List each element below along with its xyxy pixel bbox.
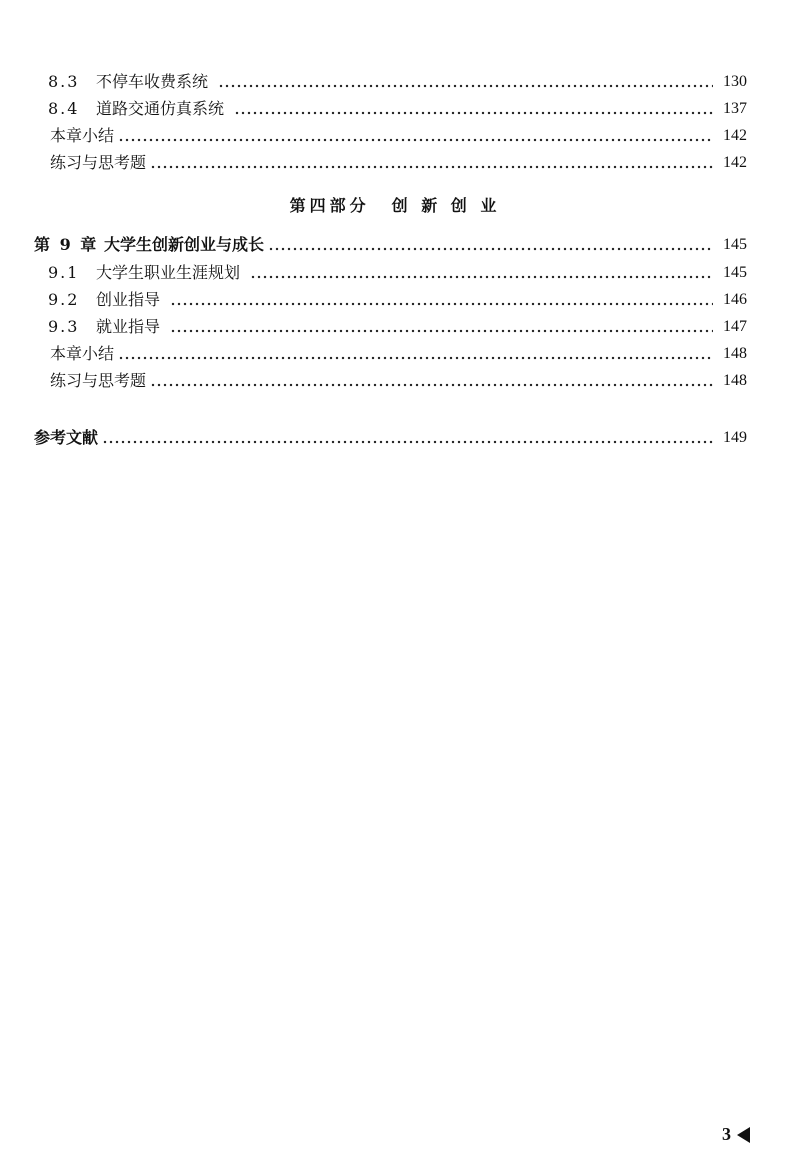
references-page: 149 — [723, 429, 747, 446]
toc-entry-title: 练习与思考题 — [50, 371, 147, 390]
toc-entry-exercises-9[interactable] — [0, 367, 790, 394]
toc-entry-9-1[interactable] — [0, 259, 790, 286]
dot-leader — [250, 275, 713, 279]
chapter-title: 大学生创新创业与成长 — [104, 235, 265, 254]
dot-leader — [170, 302, 713, 306]
toc-chapter-9[interactable] — [0, 231, 790, 258]
toc-entry-title: 就业指导 — [96, 317, 161, 336]
toc-entry-title: 练习与思考题 — [50, 153, 147, 172]
toc-entry-title: 道路交通仿真系统 — [96, 99, 225, 118]
dot-leader — [118, 138, 713, 142]
toc-entry-exercises-8[interactable] — [0, 149, 790, 176]
toc-entry-9-2[interactable] — [0, 286, 790, 313]
toc-entry-title: 不停车收费系统 — [96, 72, 209, 91]
toc-entry-page: 146 — [723, 291, 747, 308]
chapter-number: 第 9 章 — [34, 235, 99, 254]
toc-entry-page: 148 — [723, 372, 747, 389]
references-title: 参考文献 — [34, 428, 99, 447]
part-heading-number: 第四部分 — [289, 196, 370, 215]
toc-entry-page: 137 — [723, 100, 747, 117]
dot-leader — [150, 165, 713, 169]
toc-entry-number: 9.2 — [48, 290, 80, 309]
toc-entry-page: 142 — [723, 127, 747, 144]
left-triangle-icon — [737, 1127, 750, 1143]
toc-entry-chapter-summary-8[interactable] — [0, 122, 790, 149]
toc-entry-page: 148 — [723, 345, 747, 362]
toc-entry-page: 147 — [723, 318, 747, 335]
dot-leader — [170, 329, 713, 333]
toc-entry-number: 9.3 — [48, 317, 80, 336]
toc-entry-page: 145 — [723, 264, 747, 281]
page-footer — [722, 1124, 750, 1145]
toc-references[interactable] — [0, 424, 790, 451]
toc-entry-title: 本章小结 — [50, 126, 115, 145]
dot-leader — [268, 247, 713, 251]
toc-entry-page: 142 — [723, 154, 747, 171]
toc-entry-number: 8.3 — [48, 72, 80, 91]
toc-entry-page: 130 — [723, 73, 747, 90]
toc-entry-8-4[interactable] — [0, 95, 790, 122]
dot-leader — [234, 111, 713, 115]
toc-entry-chapter-summary-9[interactable] — [0, 340, 790, 367]
part-heading-title: 创 新 创 业 — [391, 196, 501, 215]
chapter-page: 145 — [723, 236, 747, 253]
toc-entry-9-3[interactable] — [0, 313, 790, 340]
toc-entry-8-3[interactable] — [0, 68, 790, 95]
dot-leader — [102, 440, 713, 444]
toc-entry-title: 本章小结 — [50, 344, 115, 363]
dot-leader — [218, 84, 713, 88]
dot-leader — [150, 383, 713, 387]
part-heading — [0, 193, 790, 216]
toc-entry-title: 创业指导 — [96, 290, 161, 309]
toc-entry-number: 8.4 — [48, 99, 80, 118]
page-number: 3 — [722, 1124, 731, 1144]
dot-leader — [118, 356, 713, 360]
toc-entry-number: 9.1 — [48, 263, 80, 282]
toc-entry-title: 大学生职业生涯规划 — [96, 263, 241, 282]
